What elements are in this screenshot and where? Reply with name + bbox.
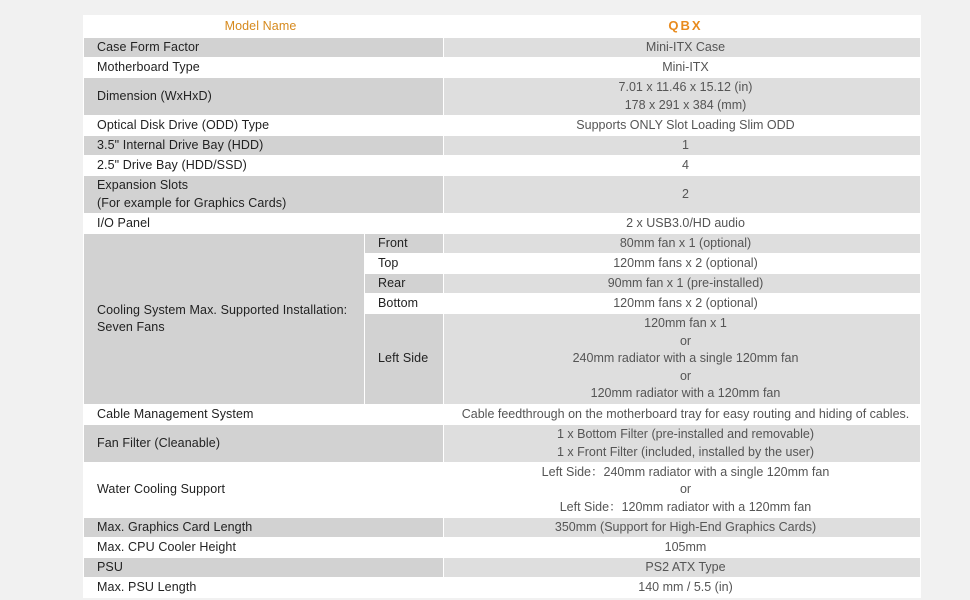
- table-row: [84, 156, 921, 176]
- row-value: 350mm (Support for High-End Graphics Cards): [444, 518, 921, 538]
- cooling-sub-label-left: Left Side: [365, 314, 444, 405]
- header-value: [444, 16, 921, 38]
- table-row: [84, 538, 921, 558]
- spec-table: [83, 15, 921, 598]
- table-row: [84, 214, 921, 234]
- row-label: Motherboard Type: [84, 58, 444, 78]
- row-label: Dimension (WxHxD): [84, 78, 444, 116]
- value-line: 120mm fan x 1: [644, 316, 727, 331]
- table-row: [84, 578, 921, 598]
- row-label: Water Cooling Support: [84, 463, 444, 518]
- table-row: [84, 78, 921, 116]
- row-value: Mini-ITX: [444, 58, 921, 78]
- value-line: or: [679, 368, 692, 383]
- row-value: Mini-ITX Case: [444, 38, 921, 58]
- value-line: 178 x 291 x 384 (mm): [624, 97, 747, 112]
- row-label: 3.5" Internal Drive Bay (HDD): [84, 136, 444, 156]
- row-value: 4: [444, 156, 921, 176]
- row-value: [444, 425, 921, 463]
- cooling-value-top: 120mm fans x 2 (optional): [444, 254, 921, 274]
- qbx-logo: QBX: [668, 18, 703, 34]
- value-line: 7.01 x 11.46 x 15.12 (in): [618, 80, 753, 94]
- row-label: I/O Panel: [84, 214, 444, 234]
- value-line: or: [679, 482, 692, 497]
- row-label: Max. Graphics Card Length: [84, 518, 444, 538]
- row-label: Max. PSU Length: [84, 578, 444, 598]
- table-row: [84, 136, 921, 156]
- header-label: Model Name: [84, 16, 444, 38]
- cooling-value-front: 80mm fan x 1 (optional): [444, 234, 921, 254]
- value-line: Left Side：120mm radiator with a 120mm fan: [559, 499, 812, 514]
- table-row: [84, 116, 921, 136]
- row-value: 2 x USB3.0/HD audio: [444, 214, 921, 234]
- row-label: Max. CPU Cooler Height: [84, 538, 444, 558]
- row-label: PSU: [84, 558, 444, 578]
- label-line: (For example for Graphics Cards): [97, 195, 287, 210]
- table-row: [84, 518, 921, 538]
- row-value: 2: [444, 176, 921, 214]
- row-label: Case Form Factor: [84, 38, 444, 58]
- row-value: Cable feedthrough on the motherboard tray for easy routing and hiding of cables.: [444, 405, 921, 425]
- value-line: 1 x Bottom Filter (pre-installed and removable): [556, 427, 815, 441]
- table-row: [84, 558, 921, 578]
- label-line: Cooling System Max. Supported Installation:: [97, 302, 348, 317]
- table-row: [84, 58, 921, 78]
- table-row: [84, 176, 921, 214]
- cooling-value-rear: 90mm fan x 1 (pre-installed): [444, 274, 921, 294]
- row-label: 2.5" Drive Bay (HDD/SSD): [84, 156, 444, 176]
- row-label: Cable Management System: [84, 405, 444, 425]
- row-label: Fan Filter (Cleanable): [84, 425, 444, 463]
- row-label: [84, 176, 444, 214]
- row-value: 140 mm / 5.5 (in): [444, 578, 921, 598]
- value-line: 1 x Front Filter (included, installed by the user): [556, 444, 815, 459]
- row-value: PS2 ATX Type: [444, 558, 921, 578]
- row-value: [444, 78, 921, 116]
- value-line: 120mm radiator with a 120mm fan: [590, 386, 781, 401]
- table-row: [84, 405, 921, 425]
- label-line: Expansion Slots: [97, 178, 189, 192]
- cooling-sub-label-top: Top: [365, 254, 444, 274]
- label-line: Seven Fans: [97, 320, 165, 334]
- row-value: [444, 463, 921, 518]
- row-value: 1: [444, 136, 921, 156]
- cooling-sub-label-front: Front: [365, 234, 444, 254]
- row-label: Optical Disk Drive (ODD) Type: [84, 116, 444, 136]
- row-value: 105mm: [444, 538, 921, 558]
- cooling-value-bottom: 120mm fans x 2 (optional): [444, 294, 921, 314]
- cooling-sub-label-bottom: Bottom: [365, 294, 444, 314]
- value-line: 240mm radiator with a single 120mm fan: [572, 351, 799, 366]
- table-row: [84, 425, 921, 463]
- cooling-value-left: [444, 314, 921, 405]
- table-row: [84, 234, 921, 254]
- value-line: or: [679, 333, 692, 348]
- cooling-sub-label-rear: Rear: [365, 274, 444, 294]
- table-row: [84, 463, 921, 518]
- value-line: Left Side：240mm radiator with a single 120mm fan: [541, 464, 830, 479]
- table-row: [84, 38, 921, 58]
- cooling-label: [84, 234, 365, 405]
- row-value: Supports ONLY Slot Loading Slim ODD: [444, 116, 921, 136]
- header-row: [84, 16, 921, 38]
